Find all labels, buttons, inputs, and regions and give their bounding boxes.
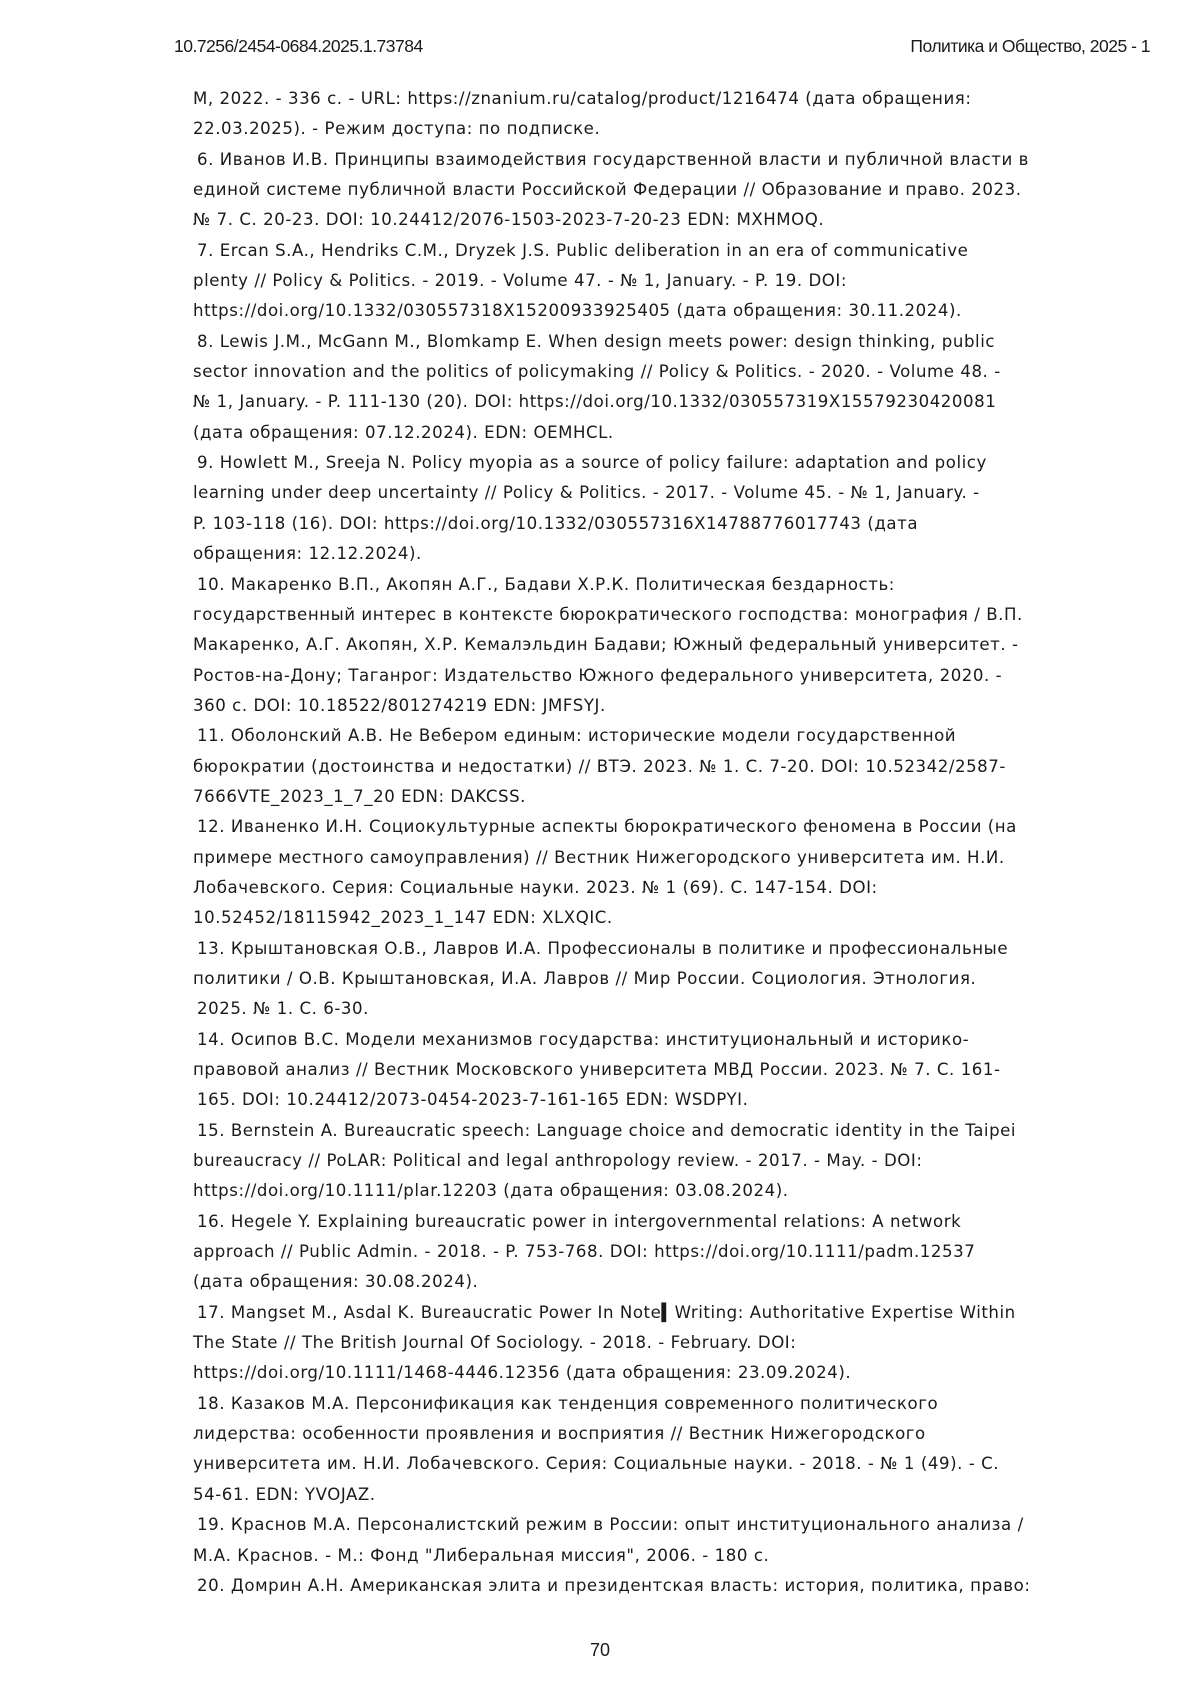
reference-line: единой системе публичной власти Российской Федерации // Образование и право. 2023.	[193, 180, 1022, 200]
reference-line: М, 2022. - 336 с. - URL: https://znanium.ru/catalog/product/1216474 (дата обращения:	[193, 89, 972, 108]
reference-line: 20. Домрин А.Н. Американская элита и президентская власть: история, политика, право:	[197, 1575, 1031, 1595]
reference-line: 54-61. EDN: YVOJAZ.	[193, 1484, 376, 1504]
reference-line: правовой анализ // Вестник Московского университета МВД России. 2023. № 7. С. 161-	[193, 1060, 1001, 1079]
reference-line: 8. Lewis J.M., McGann M., Blomkamp E. When design meets power: design thinking, public	[197, 331, 996, 351]
reference-line: примере местного самоуправления) // Вестник Нижегородского университета им. Н.И.	[193, 847, 1005, 867]
reference-line: 14. Осипов В.С. Модели механизмов государства: институциональный и историко-	[197, 1029, 970, 1049]
reference-line: Лобачевского. Серия: Социальные науки. 2023. № 1 (69). С. 147-154. DOI:	[193, 877, 878, 897]
reference-line: 10. Макаренко В.П., Акопян А.Г., Бадави Х.Р.К. Политическая бездарность:	[197, 574, 895, 594]
reference-line: 15. Bernstein A. Bureaucratic speech: Language choice and democratic identity in the Taipei	[197, 1120, 1017, 1140]
reference-list	[193, 84, 1133, 1601]
reference-line: approach // Public Admin. - 2018. - P. 753-768. DOI: https://doi.org/10.1111/padm.12537	[193, 1242, 976, 1262]
reference-line: 19. Краснов М.А. Персоналистский режим в России: опыт институционального анализа /	[197, 1515, 1024, 1535]
reference-line: государственный интерес в контексте бюрократического господства: монография / В.П.	[193, 604, 1023, 624]
reference-line: 6. Иванов И.В. Принципы взаимодействия государственной власти и публичной власти в	[197, 149, 1029, 169]
reference-line: университета им. Н.И. Лобачевского. Серия: Социальные науки. - 2018. - № 1 (49). - С.	[193, 1454, 1000, 1474]
reference-line: Ростов-на-Дону; Таганрог: Издательство Южного федерального университета, 2020. -	[193, 665, 1003, 685]
reference-line: Макаренко, А.Г. Акопян, Х.Р. Кемалэльдин Бадави; Южный федеральный университет. -	[193, 635, 1019, 655]
reference-line: (дата обращения: 07.12.2024). EDN: OEMHCL.	[193, 422, 614, 442]
reference-line: 165. DOI: 10.24412/2073-0454-2023-7-161-165 EDN: WSDPYI.	[197, 1090, 749, 1110]
reference-line: 22.03.2025). - Режим доступа: по подписке.	[193, 119, 601, 139]
reference-line: лидерства: особенности проявления и восприятия // Вестник Нижегородского	[193, 1424, 926, 1444]
reference-line: 16. Hegele Y. Explaining bureaucratic power in intergovernmental relations: A network	[197, 1211, 962, 1231]
reference-line: 12. Иваненко И.Н. Социокультурные аспекты бюрократического феномена в России (на	[197, 817, 1017, 837]
reference-line: The State // The British Journal Of Sociology. - 2018. - February. DOI:	[193, 1333, 797, 1353]
reference-line: 360 с. DOI: 10.18522/801274219 EDN: JMFSYJ.	[193, 695, 606, 715]
reference-line: 2025. № 1. С. 6-30.	[197, 999, 369, 1019]
reference-line: № 1, January. - P. 111-130 (20). DOI: https://doi.org/10.1332/030557319X15579230420081	[193, 392, 997, 412]
reference-line: М.А. Краснов. - М.: Фонд "Либеральная миссия", 2006. - 180 с.	[193, 1545, 770, 1565]
reference-line: 9. Howlett M., Sreeja N. Policy myopia as a source of policy failure: adaptation and policy	[197, 453, 987, 473]
reference-line: P. 103-118 (16). DOI: https://doi.org/10.1332/030557316X14788776017743 (дата	[193, 513, 919, 533]
reference-line: sector innovation and the politics of policymaking // Policy & Politics. - 2020. - Volume 48. -	[193, 362, 1001, 382]
reference-line: (дата обращения: 30.08.2024).	[193, 1272, 479, 1292]
journal-title: Политика и Общество, 2025 - 1	[910, 36, 1150, 56]
reference-line: learning under deep uncertainty // Policy & Politics. - 2017. - Volume 45. - № 1, January. -	[193, 483, 980, 503]
reference-line: 18. Казаков М.А. Персонификация как тенденция современного политического	[197, 1393, 939, 1413]
reference-line: № 7. С. 20-23. DOI: 10.24412/2076-1503-2023-7-20-23 EDN: MXHMOQ.	[193, 210, 825, 230]
reference-line: bureaucracy // PoLAR: Political and legal anthropology review. - 2017. - May. - DOI:	[193, 1151, 923, 1171]
reference-line: 13. Крыштановская О.В., Лавров И.А. Профессионалы в политике и профессиональные	[197, 938, 1009, 958]
reference-line: 7. Ercan S.A., Hendriks C.M., Dryzek J.S. Public deliberation in an era of communicative	[197, 240, 969, 260]
reference-line: политики / О.В. Крыштановская, И.А. Лавров // Мир России. Социология. Этнология.	[193, 968, 977, 988]
reference-line: https://doi.org/10.1111/plar.12203 (дата обращения: 03.08.2024).	[193, 1181, 789, 1201]
reference-line: 11. Оболонский А.В. Не Вебером единым: исторические модели государственной	[197, 726, 957, 746]
page-header	[174, 36, 1150, 64]
reference-line: https://doi.org/10.1111/1468-4446.12356 (дата обращения: 23.09.2024).	[193, 1363, 852, 1383]
article-doi: 10.7256/2454-0684.2025.1.73784	[174, 36, 423, 56]
reference-line: обращения: 12.12.2024).	[193, 544, 422, 564]
reference-line: 7666VTE_2023_1_7_20 EDN: DAKCSS.	[193, 786, 527, 806]
reference-line: plenty // Policy & Politics. - 2019. - Volume 47. - № 1, January. - P. 19. DOI:	[193, 271, 847, 291]
reference-line: https://doi.org/10.1332/030557318X15200933925405 (дата обращения: 30.11.2024).	[193, 301, 962, 321]
reference-line: 17. Mangset M., Asdal K. Bureaucratic Power In Note▍Writing: Authoritative Expertise Within	[197, 1302, 1016, 1322]
reference-line: бюрократии (достоинства и недостатки) // ВТЭ. 2023. № 1. С. 7-20. DOI: 10.52342/2587-	[193, 756, 1006, 776]
page-number: 70	[589, 1640, 611, 1660]
reference-line: 10.52452/18115942_2023_1_147 EDN: XLXQIC.	[193, 908, 613, 928]
